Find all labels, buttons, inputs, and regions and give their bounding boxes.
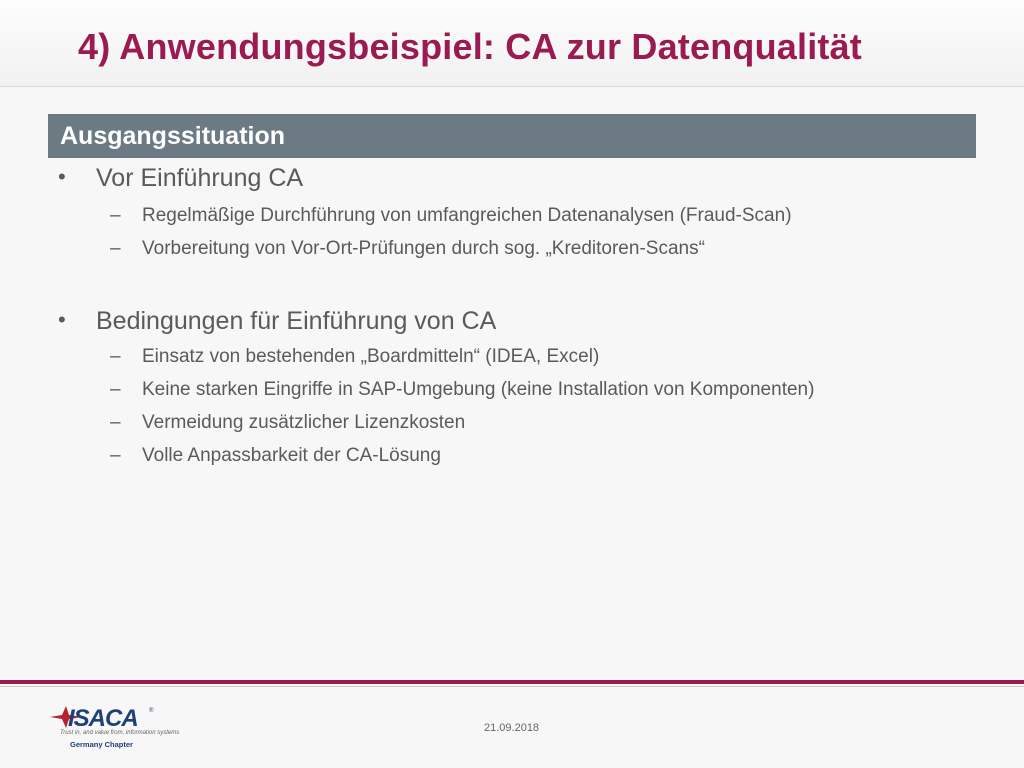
svg-text:ISACA: ISACA (68, 705, 138, 732)
sub-bullet-marker: – (110, 205, 121, 226)
bullet-marker: • (58, 307, 66, 332)
isaca-logo-icon (48, 700, 168, 732)
slide-title: 4) Anwendungsbeispiel: CA zur Datenqualität (78, 26, 862, 67)
bullet-text: Vor Einführung CA (96, 164, 304, 192)
sub-bullet-text: Einsatz von bestehenden „Boardmitteln“ (IDEA, Excel) (142, 346, 600, 367)
isaca-logo (48, 700, 180, 756)
logo-tagline: Trust in, and value from, information systems (60, 730, 180, 736)
sub-bullet-marker: – (110, 412, 121, 433)
footer-divider (0, 680, 1024, 684)
svg-text:®: ® (149, 708, 154, 714)
bullet-marker: • (58, 164, 66, 189)
sub-bullet-text: Vermeidung zusätzlicher Lizenzkosten (142, 412, 466, 433)
sub-bullet-text: Volle Anpassbarkeit der CA-Lösung (142, 445, 441, 466)
sub-bullet-marker: – (110, 445, 121, 466)
sub-bullet-marker: – (110, 238, 121, 259)
footer-divider-thin (0, 686, 1024, 687)
sub-bullet-text: Regelmäßige Durchführung von umfangreichen Datenanalysen (Fraud-Scan) (142, 205, 792, 226)
logo-chapter: Germany Chapter (70, 740, 133, 749)
sub-bullet-marker: – (110, 346, 121, 367)
sub-bullet-text: Vorbereitung von Vor-Ort-Prüfungen durch sog. „Kreditoren-Scans“ (142, 238, 705, 259)
sub-bullet-text: Keine starken Eingriffe in SAP-Umgebung (keine Installation von Komponenten) (142, 379, 815, 400)
bullet-text: Bedingungen für Einführung von CA (96, 307, 497, 335)
footer-date: 21.09.2018 (484, 722, 540, 734)
sub-bullet-marker: – (110, 379, 121, 400)
section-title: Ausgangssituation (60, 122, 286, 150)
